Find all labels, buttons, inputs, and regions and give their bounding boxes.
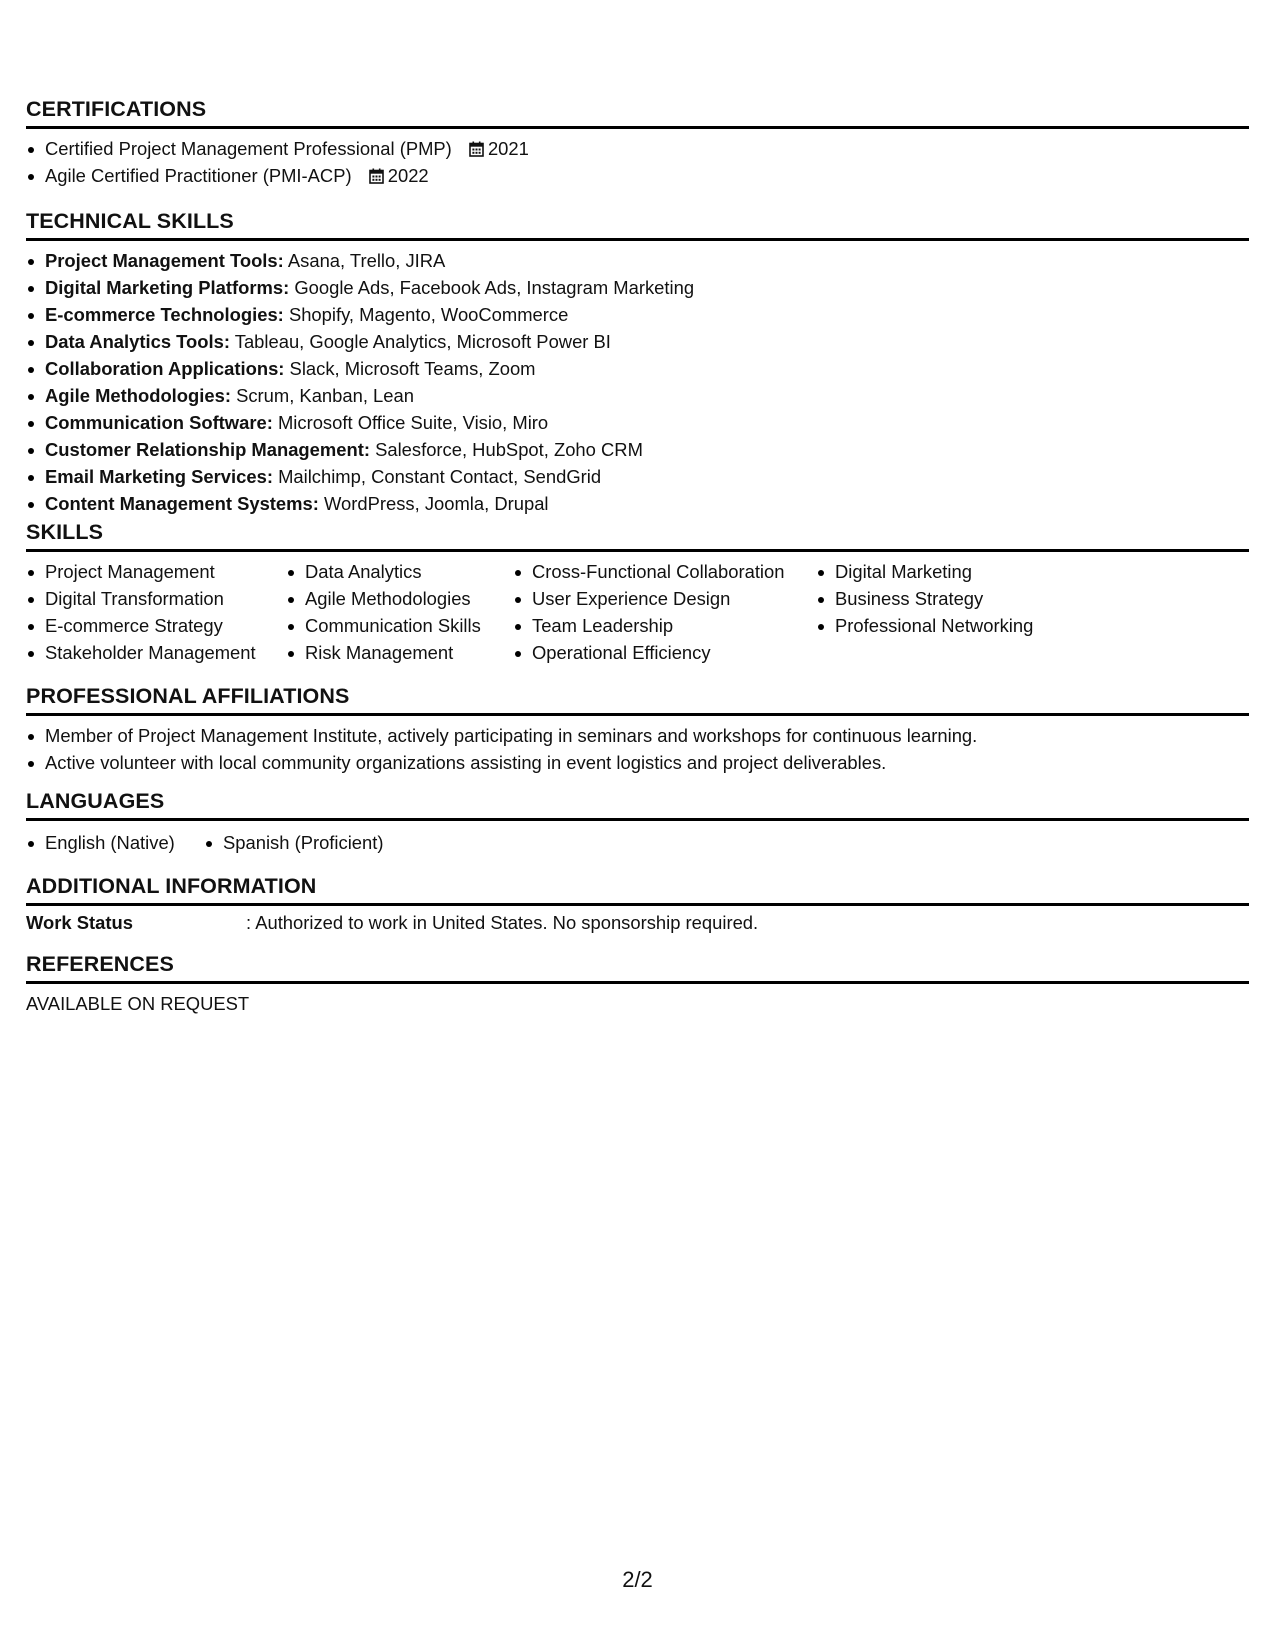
technical-skill-item bbox=[26, 328, 1249, 355]
technical-skill-label: E-commerce Technologies: bbox=[45, 304, 284, 325]
skill-item: Professional Networking bbox=[816, 612, 1116, 639]
certification-year: 2021 bbox=[487, 138, 529, 159]
technical-skill-item bbox=[26, 436, 1249, 463]
skills-column bbox=[816, 558, 1116, 666]
technical-skill-label: Communication Software: bbox=[45, 412, 273, 433]
certification-item bbox=[26, 162, 1249, 189]
certification-year: 2022 bbox=[387, 165, 429, 186]
languages-title: LANGUAGES bbox=[26, 788, 1249, 821]
technical-skill-label: Project Management Tools: bbox=[45, 250, 284, 271]
technical-skill-value: Scrum, Kanban, Lean bbox=[236, 385, 414, 406]
certifications-section bbox=[26, 96, 1249, 208]
additional-information-section bbox=[26, 873, 1249, 951]
skills-column bbox=[513, 558, 816, 666]
affiliations-section bbox=[26, 683, 1249, 788]
technical-skill-label: Data Analytics Tools: bbox=[45, 331, 230, 352]
language-item: English (Native) bbox=[26, 829, 204, 856]
skills-grid bbox=[26, 558, 1249, 666]
technical-skill-label: Customer Relationship Management: bbox=[45, 439, 370, 460]
technical-skill-item bbox=[26, 355, 1249, 382]
technical-skill-value: Shopify, Magento, WooCommerce bbox=[288, 304, 569, 325]
skill-item: Business Strategy bbox=[816, 585, 1116, 612]
page-number: 2/2 bbox=[622, 1567, 653, 1592]
technical-skill-item bbox=[26, 463, 1249, 490]
languages-section bbox=[26, 788, 1249, 873]
technical-skill-item bbox=[26, 409, 1249, 436]
work-status-row bbox=[26, 910, 1249, 936]
work-status-label: Work Status bbox=[26, 912, 133, 933]
calendar-icon bbox=[469, 141, 484, 157]
technical-skill-item bbox=[26, 247, 1249, 274]
technical-skill-label: Digital Marketing Platforms: bbox=[45, 277, 290, 298]
skill-item: Communication Skills bbox=[286, 612, 513, 639]
resume-page bbox=[26, 96, 1249, 1017]
skills-column bbox=[286, 558, 513, 666]
skill-item: Operational Efficiency bbox=[513, 639, 816, 666]
certification-name: Agile Certified Practitioner (PMI-ACP) bbox=[45, 165, 352, 186]
references-text: AVAILABLE ON REQUEST bbox=[26, 993, 250, 1014]
language-column bbox=[204, 829, 383, 856]
work-status-value: : Authorized to work in United States. No sponsorship required. bbox=[246, 912, 759, 933]
language-item: Spanish (Proficient) bbox=[204, 829, 383, 856]
skill-item: Project Management bbox=[26, 558, 286, 585]
technical-skill-value: Microsoft Office Suite, Visio, Miro bbox=[277, 412, 549, 433]
languages-list bbox=[26, 829, 1249, 856]
technical-skill-label: Content Management Systems: bbox=[45, 493, 319, 514]
references-title: REFERENCES bbox=[26, 951, 1249, 984]
technical-skill-value: Tableau, Google Analytics, Microsoft Power BI bbox=[234, 331, 611, 352]
skills-section bbox=[26, 519, 1249, 683]
skill-item: Data Analytics bbox=[286, 558, 513, 585]
affiliation-item: Member of Project Management Institute, actively participating in seminars and workshops for continuous learning. bbox=[26, 722, 1249, 749]
skill-item: Risk Management bbox=[286, 639, 513, 666]
technical-skill-item bbox=[26, 301, 1249, 328]
technical-skill-item bbox=[26, 274, 1249, 301]
affiliation-item: Active volunteer with local community organizations assisting in event logistics and project deliverables. bbox=[26, 749, 1249, 776]
skill-item: Digital Marketing bbox=[816, 558, 1116, 585]
certifications-list bbox=[26, 135, 1249, 189]
skills-column bbox=[26, 558, 286, 666]
technical-skill-item bbox=[26, 490, 1249, 517]
technical-skill-label: Agile Methodologies: bbox=[45, 385, 231, 406]
additional-information-title: ADDITIONAL INFORMATION bbox=[26, 873, 1249, 906]
technical-skill-value: Salesforce, HubSpot, Zoho CRM bbox=[375, 439, 643, 460]
technical-skill-value: Google Ads, Facebook Ads, Instagram Marketing bbox=[294, 277, 695, 298]
skill-item: Digital Transformation bbox=[26, 585, 286, 612]
technical-skill-value: Slack, Microsoft Teams, Zoom bbox=[289, 358, 536, 379]
certification-name: Certified Project Management Professional (PMP) bbox=[45, 138, 452, 159]
technical-skill-value: Asana, Trello, JIRA bbox=[287, 250, 446, 271]
skill-item: Team Leadership bbox=[513, 612, 816, 639]
skill-item: Stakeholder Management bbox=[26, 639, 286, 666]
skill-item: E-commerce Strategy bbox=[26, 612, 286, 639]
technical-skills-list bbox=[26, 247, 1249, 517]
affiliations-title: PROFESSIONAL AFFILIATIONS bbox=[26, 683, 1249, 716]
certifications-title: CERTIFICATIONS bbox=[26, 96, 1249, 129]
certification-item bbox=[26, 135, 1249, 162]
affiliations-list bbox=[26, 722, 1249, 776]
technical-skill-label: Email Marketing Services: bbox=[45, 466, 273, 487]
technical-skill-value: WordPress, Joomla, Drupal bbox=[324, 493, 549, 514]
technical-skill-label: Collaboration Applications: bbox=[45, 358, 285, 379]
skill-item: User Experience Design bbox=[513, 585, 816, 612]
skill-item: Cross-Functional Collaboration bbox=[513, 558, 816, 585]
technical-skills-title: TECHNICAL SKILLS bbox=[26, 208, 1249, 241]
references-section bbox=[26, 951, 1249, 1017]
calendar-icon bbox=[369, 168, 384, 184]
technical-skill-item bbox=[26, 382, 1249, 409]
skills-title: SKILLS bbox=[26, 519, 1249, 552]
skill-item: Agile Methodologies bbox=[286, 585, 513, 612]
technical-skill-value: Mailchimp, Constant Contact, SendGrid bbox=[278, 466, 602, 487]
technical-skills-section bbox=[26, 208, 1249, 519]
language-column bbox=[26, 829, 204, 856]
